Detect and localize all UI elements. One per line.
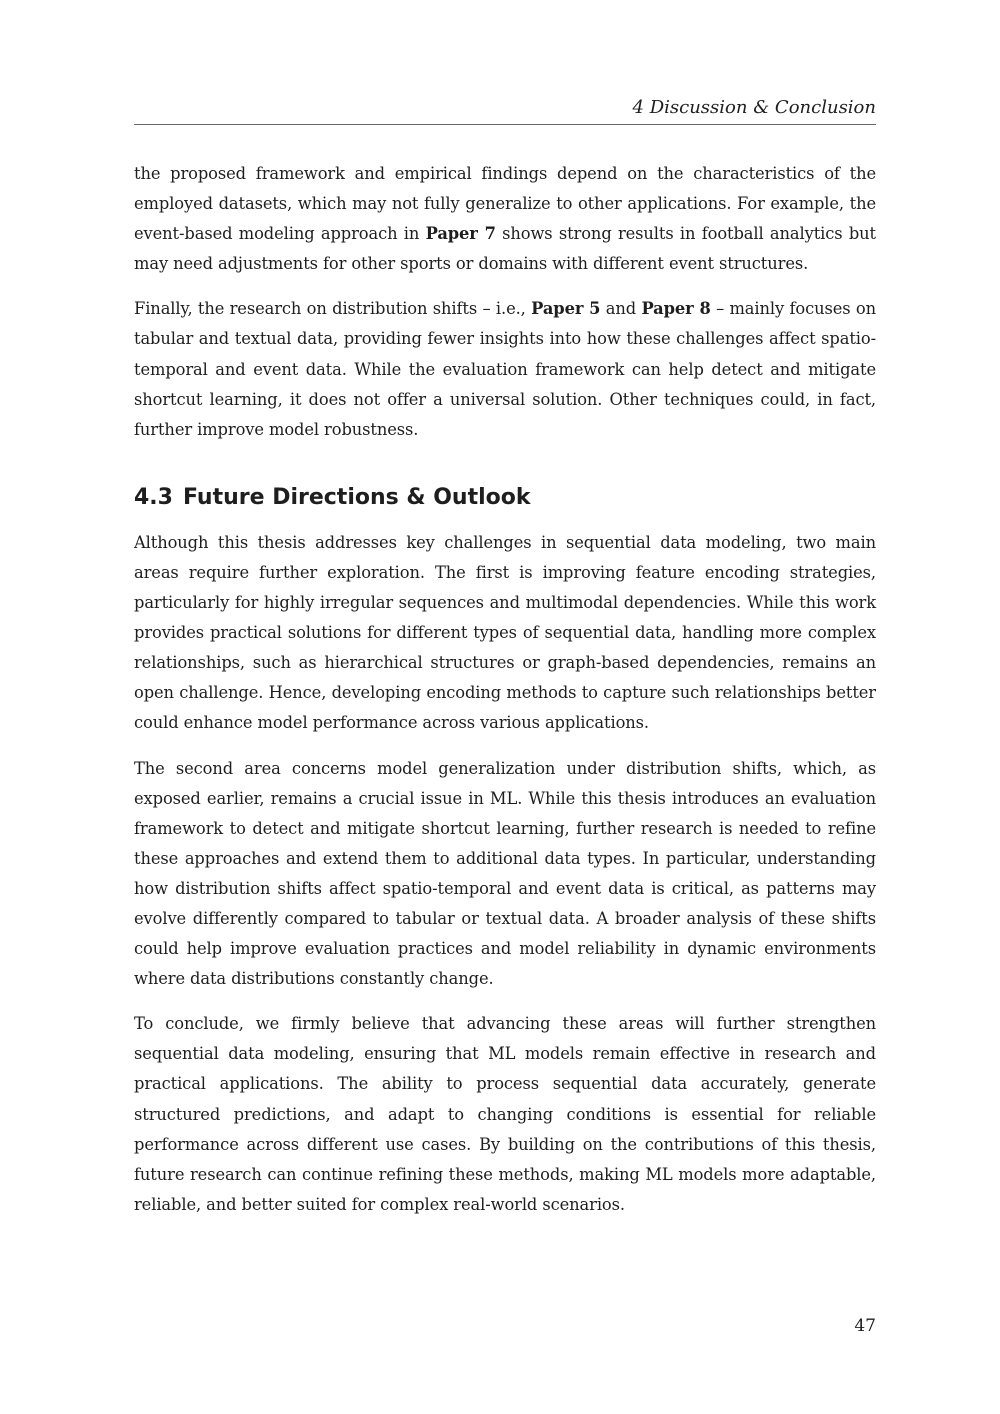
paragraph-2 <box>134 294 876 444</box>
paper-8-reference: Paper 8 <box>641 299 711 319</box>
header-rule <box>134 124 876 125</box>
paper-7-reference: Paper 7 <box>425 224 496 244</box>
paper-5-reference: Paper 5 <box>531 299 601 319</box>
section-heading <box>134 483 876 513</box>
running-header: 4 Discussion & Conclusion <box>632 97 876 118</box>
paragraph-2-text-c: – mainly focuses on tabular and textual data, providing fewer insights into how these challenges affect spatio-temporal and event data. While the evaluation framework can help detect and mitigate shortcut learning, it does not offer a universal solution. Other techniques could, in fact, further improve model robustness. <box>134 299 876 439</box>
paragraph-5: To conclude, we firmly believe that advancing these areas will further strengthen sequential data modeling, ensuring that ML models remain effective in research and practical applications. The ability to process sequential data accurately, generate structured predictions, and adapt to changing conditions is essential for reliable performance across different use cases. By building on the contributions of this thesis, future research can continue refining these methods, making ML models more adaptable, reliable, and better suited for complex real-world scenarios. <box>134 1014 876 1214</box>
paragraph-2-text-a: Finally, the research on distribution shifts – i.e., <box>134 299 532 319</box>
paragraph-1 <box>134 159 876 279</box>
paragraph-2-text-b: and <box>600 299 642 319</box>
page-number: 47 <box>854 1316 876 1336</box>
section-number: 4.3 <box>134 484 173 510</box>
paragraph-1-text-b: shows strong results in football analytics but may need adjustments for other sports or domains with different event structures. <box>134 224 876 274</box>
body-text <box>134 159 876 1235</box>
paragraph-3: Although this thesis addresses key challenges in sequential data modeling, two main areas require further exploration. The first is improving feature encoding strategies, particularly for highly irregular sequences and multimodal dependencies. While this work provides practical solutions for different types of sequential data, handling more complex relationships, such as hierarchical structures or graph-based dependencies, remains an open challenge. Hence, developing encoding methods to capture such relationships better could enhance model performance across various applications. <box>134 532 876 733</box>
paragraph-1-text-a: the proposed framework and empirical findings depend on the characteristics of the employed datasets, which may not fully generalize to other applications. For example, the event-based modeling approach in <box>134 164 876 244</box>
paragraph-4: The second area concerns model generalization under distribution shifts, which, as exposed earlier, remains a crucial issue in ML. While this thesis introduces an evaluation framework to detect and mitigate shortcut learning, further research is needed to refine these approaches and extend them to additional data types. In particular, understanding how distribution shifts affect spatio-temporal and event data is critical, as patterns may evolve differently compared to tabular or textual data. A broader analysis of these shifts could help improve evaluation practices and model reliability in dynamic environments where data distributions constantly change. <box>134 758 876 989</box>
section-title: Future Directions & Outlook <box>182 484 531 510</box>
